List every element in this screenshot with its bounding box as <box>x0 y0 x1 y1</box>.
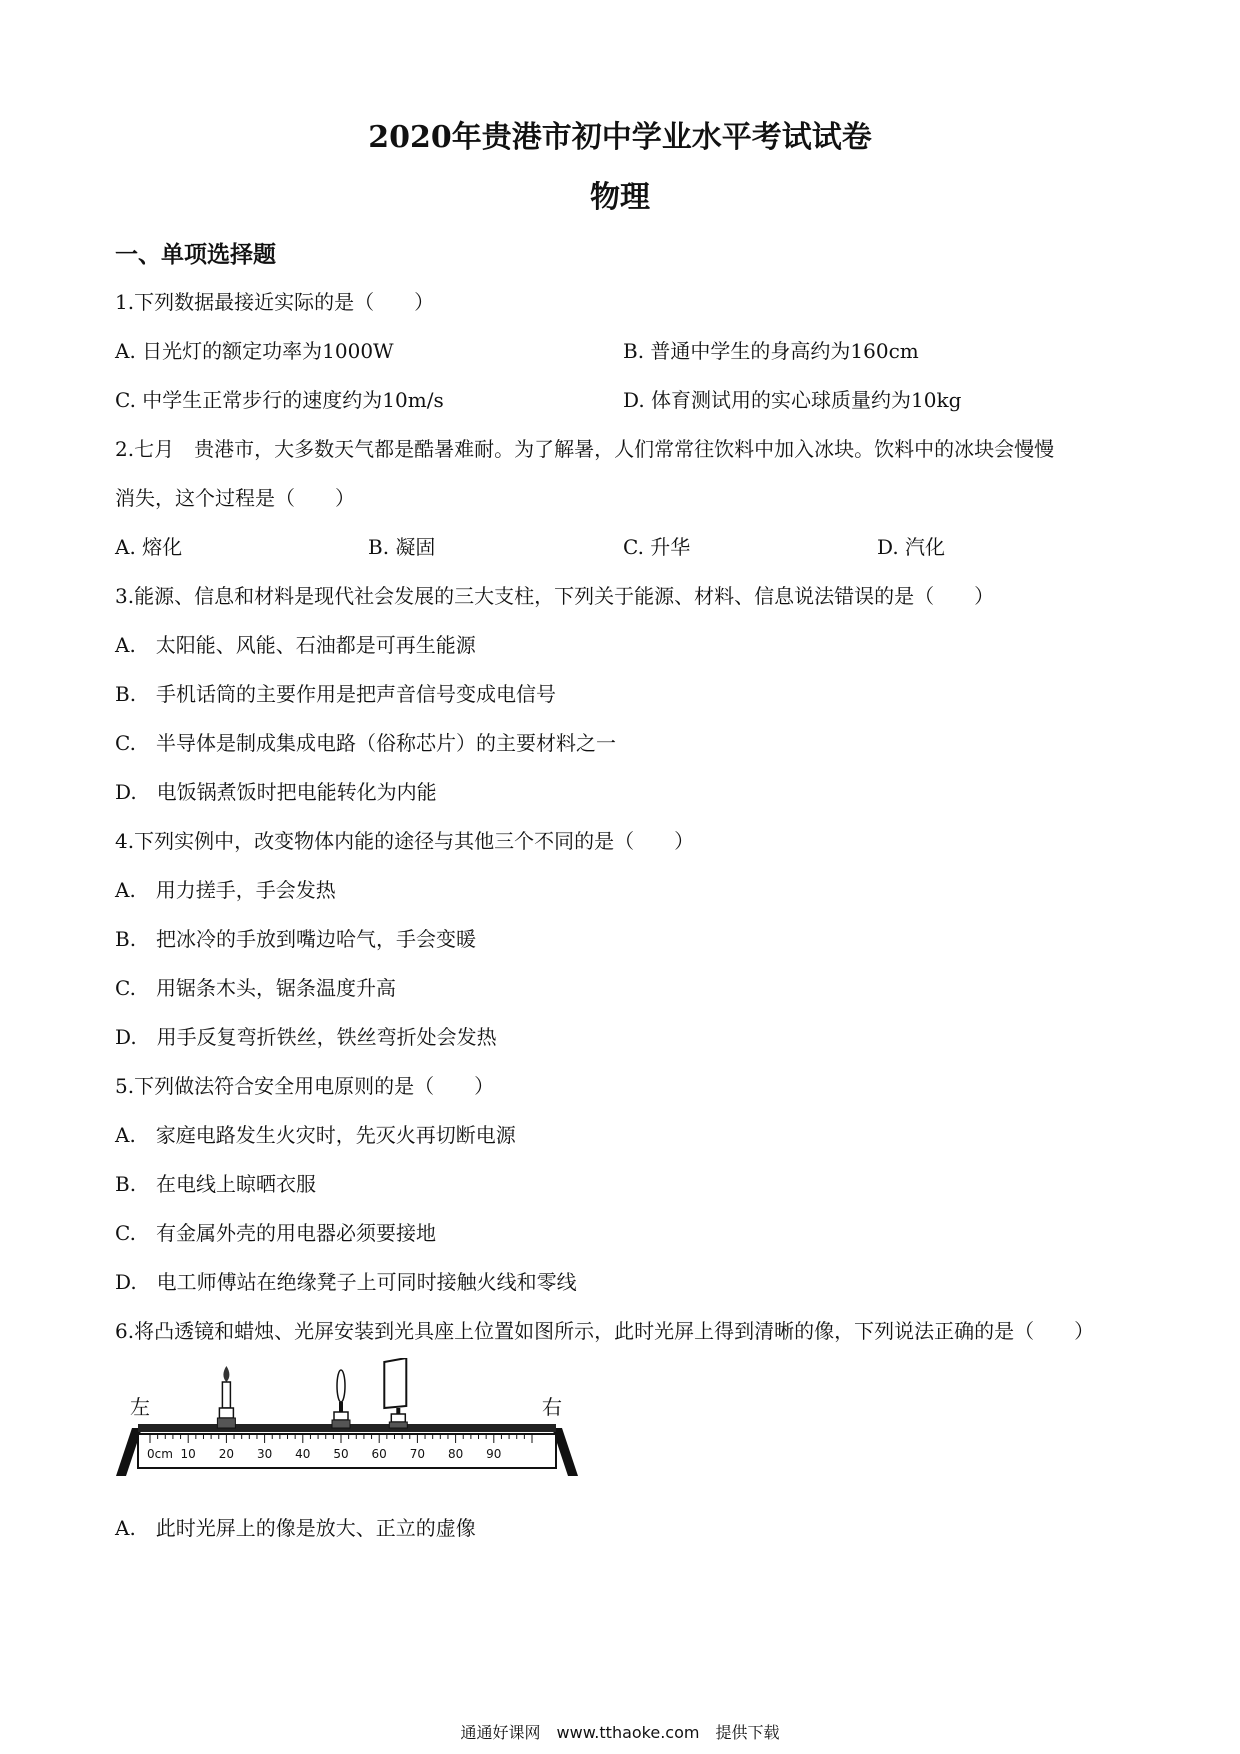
question-5-option-d: D. 电工师傅站在绝缘凳子上可同时接触火线和零线 <box>115 1270 577 1294</box>
question-3-option-d: D. 电饭锅煮饭时把电能转化为内能 <box>115 780 437 804</box>
question-1-stem: 1.下列数据最接近实际的是（ ） <box>115 290 435 314</box>
candle-base <box>217 1418 235 1428</box>
scale-label: 50 <box>333 1447 349 1461</box>
question-1-option-c: C. 中学生正常步行的速度约为10m/s <box>115 388 444 412</box>
question-3-option-b: B. 手机话筒的主要作用是把声音信号变成电信号 <box>115 682 557 706</box>
candle <box>217 1366 235 1428</box>
convex-lens <box>332 1370 350 1428</box>
question-6-stem: 6.将凸透镜和蜡烛、光屏安装到光具座上位置如图所示，此时光屏上得到清晰的像，下列说法正确的是（ ） <box>115 1319 1095 1343</box>
question-6-option-a: A. 此时光屏上的像是放大、正立的虚像 <box>115 1516 476 1540</box>
question-2-option-d: D. 汽化 <box>877 535 946 559</box>
question-1-option-b: B. 普通中学生的身高约为160cm <box>623 339 919 363</box>
question-4-option-a: A. 用力搓手，手会发热 <box>115 878 336 902</box>
question-2-option-b: B. 凝固 <box>368 535 436 559</box>
question-3-stem: 3.能源、信息和材料是现代社会发展的三大支柱，下列关于能源、材料、信息说法错误的是（ ） <box>115 584 995 608</box>
candle-holder <box>219 1408 233 1418</box>
scale-label: 30 <box>256 1447 273 1461</box>
lens-stem <box>339 1402 343 1412</box>
question-5-option-c: C. 有金属外壳的用电器必须要接地 <box>115 1221 436 1245</box>
footer-source: 通通好课网 www.tthaoke.com 提供下载 <box>460 1723 780 1742</box>
question-1-option-a: A. 日光灯的额定功率为1000W <box>115 339 394 363</box>
question-5-stem: 5.下列做法符合安全用电原则的是（ ） <box>115 1074 495 1098</box>
question-3-option-c: C. 半导体是制成集成电路（俗称芯片）的主要材料之一 <box>115 731 616 755</box>
scale-label: 10 <box>180 1447 196 1461</box>
scale-label: 0cm <box>147 1447 173 1461</box>
scale-label: 20 <box>218 1447 235 1461</box>
left-label: 左 <box>130 1395 150 1419</box>
light-screen <box>384 1358 407 1428</box>
question-1-option-d: D. 体育测试用的实心球质量约为10kg <box>623 388 962 412</box>
scale-label: 60 <box>371 1447 387 1461</box>
question-5-option-b: B. 在电线上晾晒衣服 <box>115 1172 317 1196</box>
lens-body <box>337 1370 345 1402</box>
question-3-option-a: A. 太阳能、风能、石油都是可再生能源 <box>115 633 476 657</box>
subject-title: 物理 <box>590 180 650 215</box>
right-label: 右 <box>542 1395 562 1419</box>
lens-base <box>332 1420 350 1428</box>
exam-title: 2020年贵港市初中学业水平考试试卷 <box>368 120 872 155</box>
lens-holder <box>334 1412 348 1420</box>
scale-label: 40 <box>295 1447 311 1461</box>
question-5-option-a: A. 家庭电路发生火灾时，先灭火再切断电源 <box>115 1123 516 1147</box>
scale-label: 80 <box>447 1447 464 1461</box>
screen-stem <box>396 1408 400 1414</box>
screen-panel <box>384 1358 406 1408</box>
optical-bench-figure <box>112 1358 587 1493</box>
scale-label: 70 <box>409 1447 426 1461</box>
candle-flame <box>223 1366 229 1382</box>
question-2-stem-line2: 消失，这个过程是（ ） <box>115 486 355 510</box>
question-2-option-a: A. 熔化 <box>115 535 183 559</box>
question-4-stem: 4.下列实例中，改变物体内能的途径与其他三个不同的是（ ） <box>115 829 695 853</box>
question-4-option-d: D. 用手反复弯折铁丝，铁丝弯折处会发热 <box>115 1025 497 1049</box>
question-4-option-c: C. 用锯条木头，锯条温度升高 <box>115 976 396 1000</box>
question-2-stem-line1: 2.七月 贵港市，大多数天气都是酷暑难耐。为了解暑，人们常常往饮料中加入冰块。饮料中的冰块会慢慢 <box>115 437 1055 461</box>
screen-base <box>389 1422 407 1428</box>
question-2-option-c: C. 升华 <box>623 535 691 559</box>
candle-body <box>222 1382 230 1408</box>
scale-label: 90 <box>486 1447 502 1461</box>
section-heading: 一、单项选择题 <box>115 241 276 268</box>
question-4-option-b: B. 把冰冷的手放到嘴边哈气，手会变暖 <box>115 927 477 951</box>
screen-holder <box>391 1414 405 1422</box>
